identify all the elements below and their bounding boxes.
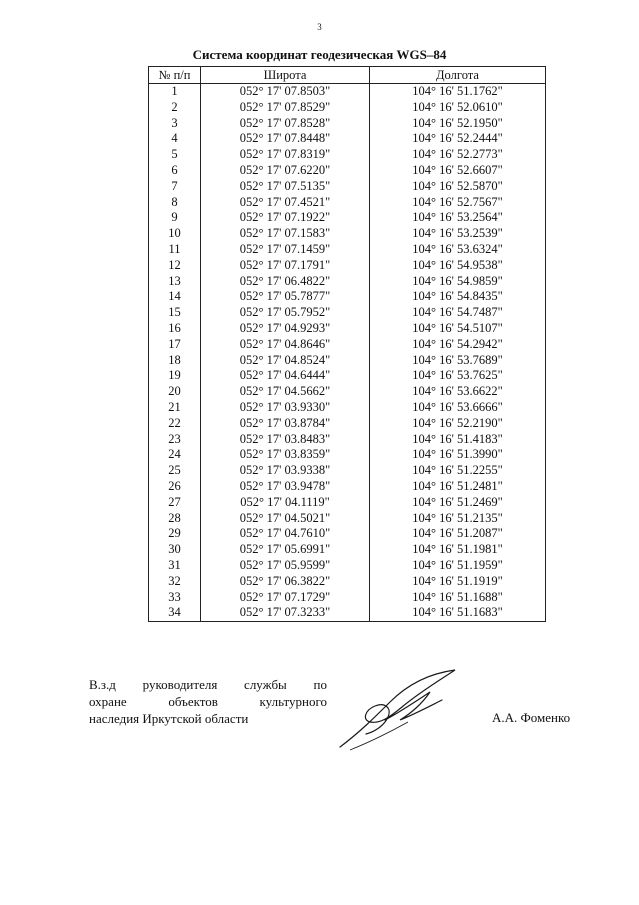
table-row bbox=[149, 558, 546, 574]
table-row bbox=[149, 542, 546, 558]
longitude-cell: 104° 16' 51.2135" bbox=[370, 511, 546, 527]
position-word: по bbox=[313, 677, 327, 692]
row-number-cell: 8 bbox=[149, 195, 201, 211]
longitude-cell: 104° 16' 52.6607" bbox=[370, 163, 546, 179]
latitude-cell: 052° 17' 05.7952" bbox=[201, 305, 370, 321]
latitude-cell: 052° 17' 03.8483" bbox=[201, 432, 370, 448]
table-row bbox=[149, 605, 546, 621]
table-row bbox=[149, 368, 546, 384]
row-number-cell: 27 bbox=[149, 495, 201, 511]
handwritten-signature bbox=[330, 662, 470, 757]
longitude-cell: 104° 16' 54.7487" bbox=[370, 305, 546, 321]
row-number-cell: 28 bbox=[149, 511, 201, 527]
longitude-cell: 104° 16' 52.0610" bbox=[370, 100, 546, 116]
latitude-cell: 052° 17' 07.8319" bbox=[201, 147, 370, 163]
row-number-cell: 21 bbox=[149, 400, 201, 416]
row-number-cell: 25 bbox=[149, 463, 201, 479]
row-number-cell: 7 bbox=[149, 179, 201, 195]
table-row bbox=[149, 432, 546, 448]
row-number-cell: 32 bbox=[149, 574, 201, 590]
signer-name: А.А. Фоменко bbox=[492, 710, 571, 725]
longitude-cell: 104° 16' 51.4183" bbox=[370, 432, 546, 448]
row-number-cell: 2 bbox=[149, 100, 201, 116]
longitude-cell: 104° 16' 52.7567" bbox=[370, 195, 546, 211]
latitude-cell: 052° 17' 04.1119" bbox=[201, 495, 370, 511]
table-row bbox=[149, 495, 546, 511]
header-longitude: Долгота bbox=[370, 67, 546, 84]
row-number-cell: 1 bbox=[149, 84, 201, 100]
table-row bbox=[149, 289, 546, 305]
document-title: Система координат геодезическая WGS–84 bbox=[192, 47, 447, 62]
table-row bbox=[149, 116, 546, 132]
longitude-cell: 104° 16' 54.2942" bbox=[370, 337, 546, 353]
table-row bbox=[149, 195, 546, 211]
table-row bbox=[149, 84, 546, 100]
latitude-cell: 052° 17' 03.9478" bbox=[201, 479, 370, 495]
position-word: объектов bbox=[168, 694, 218, 709]
longitude-cell: 104° 16' 51.2255" bbox=[370, 463, 546, 479]
latitude-cell: 052° 17' 05.9599" bbox=[201, 558, 370, 574]
row-number-cell: 19 bbox=[149, 368, 201, 384]
latitude-cell: 052° 17' 07.1459" bbox=[201, 242, 370, 258]
row-number-cell: 3 bbox=[149, 116, 201, 132]
row-number-cell: 30 bbox=[149, 542, 201, 558]
page-number: 3 bbox=[317, 22, 322, 32]
row-number-cell: 20 bbox=[149, 384, 201, 400]
latitude-cell: 052° 17' 05.6991" bbox=[201, 542, 370, 558]
row-number-cell: 23 bbox=[149, 432, 201, 448]
row-number-cell: 16 bbox=[149, 321, 201, 337]
row-number-cell: 6 bbox=[149, 163, 201, 179]
longitude-cell: 104° 16' 51.1959" bbox=[370, 558, 546, 574]
longitude-cell: 104° 16' 53.6324" bbox=[370, 242, 546, 258]
longitude-cell: 104° 16' 52.2190" bbox=[370, 416, 546, 432]
latitude-cell: 052° 17' 07.5135" bbox=[201, 179, 370, 195]
latitude-cell: 052° 17' 04.9293" bbox=[201, 321, 370, 337]
table-row bbox=[149, 416, 546, 432]
longitude-cell: 104° 16' 53.2539" bbox=[370, 226, 546, 242]
longitude-cell: 104° 16' 51.2469" bbox=[370, 495, 546, 511]
row-number-cell: 14 bbox=[149, 289, 201, 305]
table-row bbox=[149, 479, 546, 495]
table-row bbox=[149, 274, 546, 290]
longitude-cell: 104° 16' 51.1981" bbox=[370, 542, 546, 558]
table-row bbox=[149, 210, 546, 226]
latitude-cell: 052° 17' 07.1729" bbox=[201, 590, 370, 606]
latitude-cell: 052° 17' 07.8448" bbox=[201, 131, 370, 147]
table-row bbox=[149, 131, 546, 147]
position-word: службы bbox=[244, 677, 287, 692]
table-row bbox=[149, 163, 546, 179]
table-body bbox=[149, 84, 546, 622]
row-number-cell: 17 bbox=[149, 337, 201, 353]
position-word: руководителя bbox=[142, 677, 218, 692]
latitude-cell: 052° 17' 06.3822" bbox=[201, 574, 370, 590]
longitude-cell: 104° 16' 53.2564" bbox=[370, 210, 546, 226]
table-row bbox=[149, 400, 546, 416]
table-row bbox=[149, 258, 546, 274]
position-word: охране bbox=[89, 694, 127, 709]
latitude-cell: 052° 17' 07.4521" bbox=[201, 195, 370, 211]
row-number-cell: 5 bbox=[149, 147, 201, 163]
row-number-cell: 13 bbox=[149, 274, 201, 290]
longitude-cell: 104° 16' 51.2481" bbox=[370, 479, 546, 495]
latitude-cell: 052° 17' 04.5662" bbox=[201, 384, 370, 400]
longitude-cell: 104° 16' 51.1688" bbox=[370, 590, 546, 606]
table-row bbox=[149, 100, 546, 116]
row-number-cell: 9 bbox=[149, 210, 201, 226]
row-number-cell: 15 bbox=[149, 305, 201, 321]
longitude-cell: 104° 16' 51.3990" bbox=[370, 447, 546, 463]
latitude-cell: 052° 17' 03.8784" bbox=[201, 416, 370, 432]
table-header-row bbox=[149, 67, 546, 84]
latitude-cell: 052° 17' 04.6444" bbox=[201, 368, 370, 384]
table-row bbox=[149, 226, 546, 242]
table-row bbox=[149, 321, 546, 337]
row-number-cell: 10 bbox=[149, 226, 201, 242]
latitude-cell: 052° 17' 07.8529" bbox=[201, 100, 370, 116]
latitude-cell: 052° 17' 07.6220" bbox=[201, 163, 370, 179]
table-row bbox=[149, 590, 546, 606]
table-row bbox=[149, 337, 546, 353]
latitude-cell: 052° 17' 03.8359" bbox=[201, 447, 370, 463]
longitude-cell: 104° 16' 51.1919" bbox=[370, 574, 546, 590]
longitude-cell: 104° 16' 53.7689" bbox=[370, 353, 546, 369]
longitude-cell: 104° 16' 52.2444" bbox=[370, 131, 546, 147]
latitude-cell: 052° 17' 07.8503" bbox=[201, 84, 370, 100]
row-number-cell: 33 bbox=[149, 590, 201, 606]
latitude-cell: 052° 17' 04.5021" bbox=[201, 511, 370, 527]
longitude-cell: 104° 16' 51.1762" bbox=[370, 84, 546, 100]
longitude-cell: 104° 16' 54.9859" bbox=[370, 274, 546, 290]
row-number-cell: 12 bbox=[149, 258, 201, 274]
latitude-cell: 052° 17' 03.9330" bbox=[201, 400, 370, 416]
position-line-1 bbox=[89, 676, 327, 693]
position-word: В.з.д bbox=[89, 677, 116, 692]
row-number-cell: 34 bbox=[149, 605, 201, 621]
table-row bbox=[149, 305, 546, 321]
longitude-cell: 104° 16' 53.6622" bbox=[370, 384, 546, 400]
position-word: культурного bbox=[259, 694, 327, 709]
position-line-3: наследия Иркутской области bbox=[89, 711, 249, 726]
latitude-cell: 052° 17' 07.1922" bbox=[201, 210, 370, 226]
header-number: № п/п bbox=[149, 67, 201, 84]
signature-position-block bbox=[89, 676, 327, 727]
table-row bbox=[149, 511, 546, 527]
table-row bbox=[149, 179, 546, 195]
table-row bbox=[149, 463, 546, 479]
row-number-cell: 29 bbox=[149, 526, 201, 542]
latitude-cell: 052° 17' 03.9338" bbox=[201, 463, 370, 479]
row-number-cell: 22 bbox=[149, 416, 201, 432]
row-number-cell: 4 bbox=[149, 131, 201, 147]
longitude-cell: 104° 16' 53.6666" bbox=[370, 400, 546, 416]
latitude-cell: 052° 17' 05.7877" bbox=[201, 289, 370, 305]
table-row bbox=[149, 447, 546, 463]
row-number-cell: 18 bbox=[149, 353, 201, 369]
longitude-cell: 104° 16' 54.5107" bbox=[370, 321, 546, 337]
header-latitude: Широта bbox=[201, 67, 370, 84]
table-row bbox=[149, 384, 546, 400]
table-row bbox=[149, 147, 546, 163]
longitude-cell: 104° 16' 52.2773" bbox=[370, 147, 546, 163]
longitude-cell: 104° 16' 53.7625" bbox=[370, 368, 546, 384]
table-row bbox=[149, 353, 546, 369]
table-row bbox=[149, 574, 546, 590]
longitude-cell: 104° 16' 54.8435" bbox=[370, 289, 546, 305]
longitude-cell: 104° 16' 51.1683" bbox=[370, 605, 546, 621]
latitude-cell: 052° 17' 04.8524" bbox=[201, 353, 370, 369]
row-number-cell: 26 bbox=[149, 479, 201, 495]
row-number-cell: 24 bbox=[149, 447, 201, 463]
latitude-cell: 052° 17' 04.7610" bbox=[201, 526, 370, 542]
row-number-cell: 11 bbox=[149, 242, 201, 258]
row-number-cell: 31 bbox=[149, 558, 201, 574]
latitude-cell: 052° 17' 07.3233" bbox=[201, 605, 370, 621]
longitude-cell: 104° 16' 54.9538" bbox=[370, 258, 546, 274]
longitude-cell: 104° 16' 52.1950" bbox=[370, 116, 546, 132]
table-row bbox=[149, 242, 546, 258]
latitude-cell: 052° 17' 07.1583" bbox=[201, 226, 370, 242]
latitude-cell: 052° 17' 07.8528" bbox=[201, 116, 370, 132]
latitude-cell: 052° 17' 06.4822" bbox=[201, 274, 370, 290]
longitude-cell: 104° 16' 51.2087" bbox=[370, 526, 546, 542]
position-line-2 bbox=[89, 693, 327, 710]
table-row bbox=[149, 526, 546, 542]
longitude-cell: 104° 16' 52.5870" bbox=[370, 179, 546, 195]
latitude-cell: 052° 17' 07.1791" bbox=[201, 258, 370, 274]
latitude-cell: 052° 17' 04.8646" bbox=[201, 337, 370, 353]
coordinates-table bbox=[148, 66, 546, 622]
